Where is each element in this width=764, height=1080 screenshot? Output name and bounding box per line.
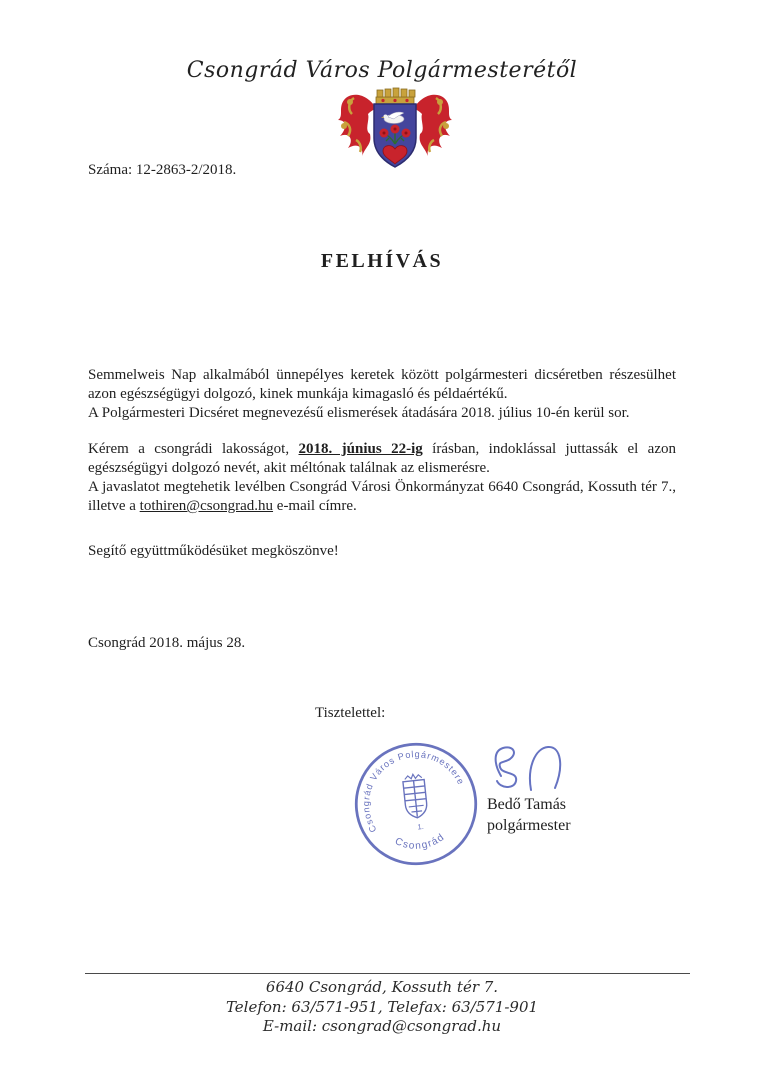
- coat-of-arms: [330, 86, 460, 172]
- salutation: Tisztelettel:: [315, 705, 386, 721]
- crest-mantling-right: [414, 95, 452, 156]
- text-line: A Polgármesteri Dicséret megnevezésű elismerések átadására 2018. július 10-én kerül sor.: [88, 405, 630, 421]
- official-stamp: [346, 734, 487, 875]
- paragraph-request: [88, 440, 676, 516]
- reference-number: Száma: 12-2863-2/2018.: [88, 162, 237, 178]
- submission-text-pre: A javaslatot megtehetik levélben Csongrád Városi Önkormányzat 6640 Csongrád, Kossuth tér 7., illetve a: [88, 479, 676, 514]
- paragraph-announcement: [88, 366, 676, 423]
- handwritten-signature: [487, 742, 597, 798]
- footer: [0, 978, 764, 1037]
- stamp-center-arms: [402, 773, 428, 819]
- request-text-post: írásban, indoklással juttassák el azon egészségügyi dolgozó nevét, akit méltónak találnak az elismerésre.: [88, 441, 676, 476]
- email-link[interactable]: tothiren@csongrad.hu: [139, 498, 274, 514]
- crest-crown: [376, 88, 415, 104]
- signer-role: polgármester: [487, 817, 571, 834]
- footer-address: 6640 Csongrád, Kossuth tér 7.: [265, 978, 499, 996]
- submission-text-post: e-mail címre.: [273, 498, 357, 514]
- footer-phone: Telefon: 63/571-951, Telefax: 63/571-901: [225, 997, 539, 1016]
- stamp-center-number: 1.: [416, 821, 425, 832]
- text-line: [88, 440, 676, 478]
- stamp-text-top: Csongrád Város Polgármestere: [361, 749, 467, 835]
- text-line: Semmelweis Nap alkalmából ünnepélyes keretek között polgármesteri dicséretben részesülhet azon egészségügyi dolgozó, kinek munkája kimagasló és példaértékű.: [88, 367, 676, 402]
- crest-mantling-left: [338, 95, 376, 156]
- date-line: Csongrád 2018. május 28.: [88, 635, 246, 651]
- sender-title: Csongrád Város Polgármesterétől: [186, 58, 578, 83]
- closing-thanks: Segítő együttműködésüket megköszönve!: [88, 543, 339, 559]
- text-line: [88, 478, 676, 516]
- svg-text:Csongrád: [392, 831, 448, 854]
- deadline-emphasis: 2018. június 22-ig: [298, 441, 423, 457]
- document-title: FELHÍVÁS: [320, 250, 444, 272]
- stamp-text-bottom: Csongrád: [393, 831, 448, 852]
- signer-name: Bedő Tamás: [487, 796, 567, 813]
- request-text-pre: Kérem a csongrádi lakosságot,: [88, 441, 299, 457]
- footer-email: E-mail: csongrad@csongrad.hu: [262, 1017, 502, 1035]
- signature-block: [487, 742, 667, 836]
- footer-divider: [85, 973, 690, 974]
